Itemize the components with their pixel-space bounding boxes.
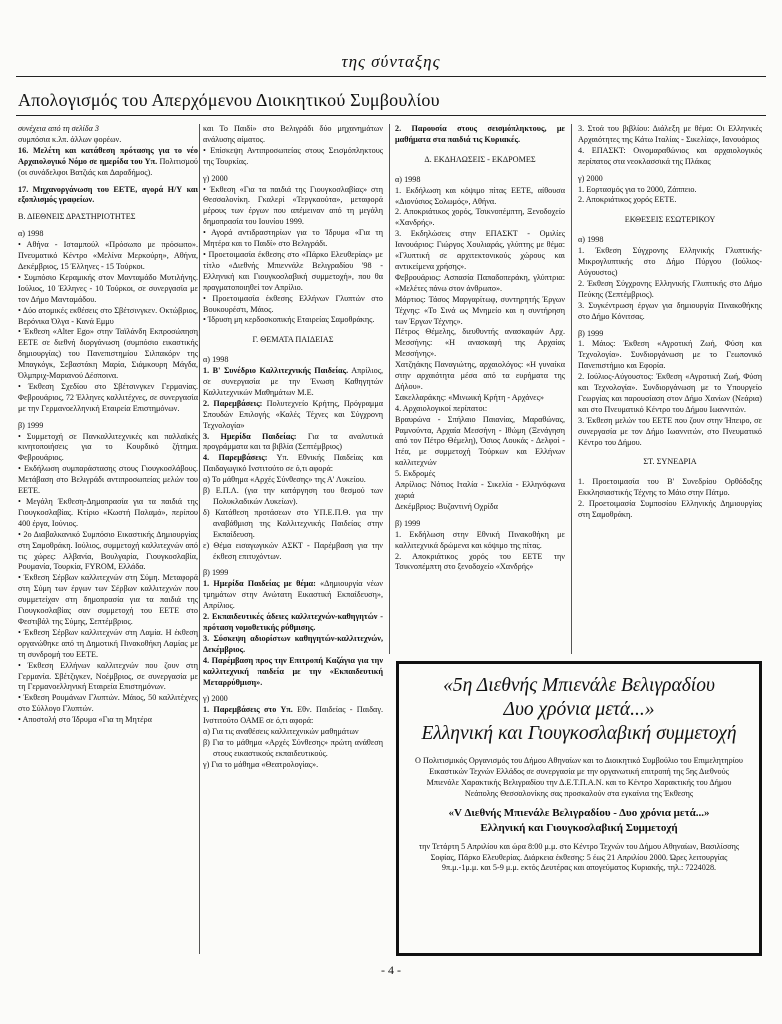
paragraph: 4. Παρεμβάσεις: Υπ. Εθνικής Παιδείας και Παιδαγωγικό Ινστιτούτο σε ό,τι αφορά: bbox=[203, 453, 384, 474]
bold-lead: 4. Παρέμβαση προς την Επιτροπή Καζάγια για την καλλιτεχνική παιδεία με την «Εκπαιδευτική Μεταρρύθμιση». bbox=[203, 655, 383, 687]
paragraph: 3. Έκθεση μελών του ΕΕΤΕ που ζουν στην Ήπειρο, σε συνεργασία με τον Δήμο Ιωαννιτών, στο Πνευματικό Κέντρο του Δήμου. bbox=[578, 415, 762, 447]
paragraph: β) 1999 bbox=[395, 518, 421, 528]
paragraph: • Έκθεση «Για τα παιδιά της Γιουγκοσλαβίας» στη Θεσσαλονίκη. Γκαλερί «Τεργκαούτα», μεταφορά μέρους των έργων που απέμειναν από τη μεγάλη δημοπρασία του Ιουνίου 1999. bbox=[203, 184, 383, 227]
paragraph: β) 1999 bbox=[203, 568, 229, 578]
bold-lead: 2. Παρουσία στους σεισμόπληκτους, με μαθήματα στα παιδιά τις Κυριακές. bbox=[395, 124, 565, 144]
paragraph: • Έκθεση Ελλήνων καλλιτεχνών που ζουν στη Γερμανία. Σβέτζιγκεν, Νοέμβριος, σε συνεργασία με τη Γερμανοελληνική Εταιρεία Επιστημόνων. bbox=[18, 660, 198, 692]
paragraph: α) 1998 bbox=[578, 235, 604, 245]
bold-lead: 1. Ημερίδα Παιδείας με θέμα: bbox=[203, 579, 316, 589]
paragraph: 5. Εκδρομές bbox=[395, 469, 436, 479]
column-3 bbox=[395, 124, 565, 573]
paragraph: 4. ΕΠΑΣΚΤ: Οινομαραθώνιος και αρχαιολογικός περίπατος στα νεοκλασσικά της Πλάκας bbox=[578, 145, 762, 166]
paragraph: Β. ΔΙΕΘΝΕΙΣ ΔΡΑΣΤΗΡΙΟΤΗΤΕΣ bbox=[18, 212, 136, 222]
paragraph: 1. Εορτασμός για το 2000, Ζάππειο. bbox=[578, 184, 697, 194]
paragraph: 2. Παρεμβάσεις: Πολυτεχνείο Κρήτης, Πρόγραμμα Σπουδών Επιλογής «Καλές Τέχνες και Σύγχρονη Τεχνολογία» bbox=[203, 398, 383, 430]
bold-lead: 3. Σύσκεψη αδιορίστων καθηγητών-καλλιτεχνών, Δεκέμβριος. bbox=[203, 633, 383, 654]
header-title: της σύνταξης bbox=[341, 52, 441, 71]
paragraph: α) 1998 bbox=[395, 174, 421, 184]
paragraph: και Το Παιδί» στο Βελιγράδι δύο μηχανημάτων ανάλυσης αίματος. bbox=[203, 124, 383, 144]
column-divider bbox=[389, 124, 390, 654]
paragraph: 1. Εκδήλωση και κόψιμο πίτας ΕΕΤΕ, αίθουσα «Διονύσιος Σολωμός», Αθήνα. bbox=[395, 185, 565, 206]
paragraph bbox=[18, 185, 198, 207]
paragraph: Απρίλιος: Νότιος Ιταλία - Σικελία - Ελληνόφωνα χωριά bbox=[395, 480, 565, 500]
paragraph: γ) 2000 bbox=[203, 173, 228, 183]
paragraph: συμπόσια κ.λπ. άλλων φορέων. bbox=[18, 134, 122, 144]
spacer bbox=[203, 326, 383, 332]
paragraph: 3. Ημερίδα Παιδείας: Για τα αναλυτικά προγράμματα και τα βιβλία (Σεπτέμβριος) bbox=[203, 431, 384, 452]
paragraph: α) 1998 bbox=[18, 229, 44, 239]
section-heading: Γ. ΘΕΜΑΤΑ ΠΑΙΔΕΙΑΣ bbox=[252, 335, 334, 345]
paragraph: β) Για το μάθημα «Αρχές Σύνθεσης» πρώτη ανάθεση στους εικαστικούς εκπαιδευτικούς. bbox=[203, 738, 383, 758]
announcement-exhibition-subtitle: Ελληνική και Γιουγκοσλαβική Συμμετοχή bbox=[480, 821, 678, 834]
paragraph: • Προετοιμασία έκθεσης Ελλήνων Γλυπτών στο Βουκουρέστι, Μάιος. bbox=[203, 293, 383, 314]
paragraph: 2. Προετοιμασία Συμποσίου Ελληνικής Δημιουργίας στη Σαμοθράκη. bbox=[578, 499, 762, 520]
paragraph: • Αγορά αντιδραστηρίων για το Ίδρυμα «Για τη Μητέρα και το Παιδί» στο Βελιγράδι. bbox=[203, 228, 383, 249]
announcement-title-line2: Δυο χρόνια μετά...» bbox=[503, 699, 655, 720]
paragraph: γ) 2000 bbox=[203, 694, 228, 704]
paragraph: 4. Αρχαιολογικοί περίπατοι: bbox=[395, 403, 488, 413]
bold-lead: 17. Μηχανοργάνωση του ΕΕΤΕ, αγορά Η/Υ και εξοπλισμός γραφείων. bbox=[18, 184, 198, 205]
bold-lead: 2. Εκπαιδευτικές άδειες καλλιτεχνών-καθηγητών - πρόταση νομοθετικής ρύθμισης. bbox=[203, 612, 383, 632]
article-title: Απολογισμός του Απερχόμενου Διοικητικού Συμβουλίου bbox=[18, 90, 440, 110]
paragraph: • 2ο Διαβαλκανικό Συμπόσιο Εικαστικής Δημιουργίας στη Σαμοθράκη. Ιούλιος, συμμετοχή καλλιτεχνών από τις χώρες: Αλβανία, Βουλγαρία, Γιουγκοσλαβία, Ρουμανία, Τουρκία, FYROM, Ελλάδα. bbox=[18, 529, 198, 572]
paragraph: • Επίσκεψη Αντιπροσωπείας στους Σεισμόπληκτους της Τουρκίας. bbox=[203, 145, 383, 166]
paragraph: • Αθήνα - Ισταμπούλ «Πρόσωπο με πρόσωπο». Πνευματικό Κέντρο «Μελίνα Μερκούρη», Αθήνα, Δεκέμβριος, 15 Έλληνες - 15 Τούρκοι. bbox=[18, 240, 198, 271]
paragraph: • Έκθεση «Alter Ego» στην Ταϊλάνδη Εκπροσώπηση ΕΕΤΕ σε διεθνή διοργάνωση (συμπόσιο εικαστικής δημιουργίας) του Πανεπιστημίου Σιλπακόρν της Μπαγκόγκ, Σεβαστάκη Μαρία, Σιάμκουρη Μάγδα, Όλμπριχ-Μαριανού Δέσποινα. bbox=[18, 327, 198, 381]
paragraph: Δεκέμβριος: Βυζαντινή Οχρίδα bbox=[395, 501, 498, 511]
paragraph: 3. Στοά του βιβλίου: Διάλεξη με θέμα: Οι Ελληνικές Αρχαιότητες της Κάτω Ιταλίας - Σικελίας», Ιανουάριος bbox=[578, 124, 762, 144]
title-rule bbox=[16, 115, 766, 116]
announcement-title-line3: Ελληνική και Γιουγκοσλαβική συμμετοχή bbox=[421, 723, 737, 744]
paragraph: 2. Αποκριάτικος χορός, Τσικνοπέμπτη, Ξενοδοχείο «Χανδρής». bbox=[395, 207, 565, 228]
paragraph: συνέχεια από τη σελίδα 3 bbox=[18, 124, 100, 133]
paragraph: 1. Ημερίδα Παιδείας με θέμα: «Δημιουργία νέων τμημάτων στην Ανώτατη Εικαστική Εκπαίδευση», Απρίλιος. bbox=[203, 579, 383, 611]
paragraph: β) 1999 bbox=[578, 328, 604, 338]
paragraph: 1. Μάιος: Έκθεση «Αγροτική Ζωή, Φύση και Τεχνολογία». Συνδιοργάνωση με το Γεωπονικό Πανεπιστήμιο και Εφορία. bbox=[578, 339, 762, 371]
paragraph: • Ίδρυση μη κερδοσκοπικής Εταιρείας Σαμοθράκης. bbox=[203, 315, 375, 325]
column-4 bbox=[578, 124, 762, 521]
paragraph: 1. Προετοιμασία του Β' Συνεδρίου Ορθόδοξης Εκκλησιαστικής Τέχνης το Μάιο στην Πάτμο. bbox=[578, 477, 762, 498]
announcement-exhibition-name: «V Διεθνής Μπιενάλε Βελιγραδίου - Δυο χρόνια μετά...» bbox=[448, 806, 710, 819]
column-divider bbox=[199, 124, 200, 954]
paragraph: Φεβρουάριος: Ασπασία Παπαδοπεράκη, γλύπτρια: «Μελέτες πάνω στον άνθρωπο». bbox=[395, 272, 565, 293]
column-2 bbox=[203, 124, 383, 771]
paragraph: γ) Για το μάθημα «Θεατρολογίας». bbox=[203, 759, 319, 769]
paragraph: β) Ε.Π.Λ. (για την κατάργηση του θεσμού των Πολυκλαδικών Λυκείων). bbox=[203, 486, 383, 506]
page-number: - 4 - bbox=[381, 963, 401, 977]
paragraph: • Έκθεση Σχεδίου στο Σβέτσινγκεν Γερμανίας. Φεβρουάριος, 72 Έλληνες καλλιτέχνες, σε συνεργασία με την Γερμανοελληνική Εταιρεία Επιστημόνων. bbox=[18, 381, 198, 413]
paragraph: • Δύο ατομικές εκθέσεις στο Σβέτσινγκεν. Οκτώβριος, Βερόνικα Όλγα - Κανά Εμμυ bbox=[18, 305, 198, 326]
header-rule bbox=[16, 76, 766, 77]
section-heading: ΕΚΘΕΣΕΙΣ ΕΣΩΤΕΡΙΚΟΥ bbox=[624, 215, 716, 225]
paragraph: α) 1998 bbox=[203, 355, 229, 365]
paragraph: • Αποστολή στο Ίδρυμα «Για τη Μητέρα bbox=[18, 715, 152, 725]
column-1 bbox=[18, 124, 198, 726]
paragraph: δ) Κατάθεση προτάσεων στο ΥΠ.Ε.Π.Θ. για την αναβάθμιση της Καλλιτεχνικής Παιδείας στην Εκπαίδευση. bbox=[203, 507, 383, 539]
bold-lead: 16. Μελέτη και κατάθεση πρότασης για το νέο Αρχαιολογικό Νόμο σε ημερίδα του Υπ. bbox=[18, 145, 198, 166]
paragraph bbox=[203, 656, 383, 689]
paragraph: • Εκδήλωση συμπαράστασης στους Γιουγκοσλάβους. Μετάβαση στο Βελιγράδι αντιπροσωπείας μελών του ΕΕΤΕ. bbox=[18, 464, 198, 496]
paragraph: γ) 2000 bbox=[578, 173, 603, 183]
paragraph: • Μεγάλη Έκθεση-Δημοπρασία για τα παιδιά της Γιουγκοσλαβίας. Κτίριο «Κωστή Παλαμά», περίπου 400 έργα, Ιούνιος. bbox=[18, 497, 198, 528]
spacer bbox=[578, 448, 762, 454]
paragraph: Πέτρος Θέμελης, διευθυντής ανασκαφών Αρχ. Μεσσήνης: «Η ανασκαφή της Αρχαίας Μεσσήνης». bbox=[395, 327, 565, 359]
bold-lead: 1. Β' Συνέδριο Καλλιτεχνικής Παιδείας. bbox=[203, 366, 349, 376]
paragraph: Βραυρώνα - Σπήλαιο Παιανίας, Μαραθώνας, Ραμνούντα, Αρχαία Μεσσήνη - Ιθώμη (Ξενάγηση από τον Πέτρο Θέμελη), Όσιος Λουκάς - Δελφοί - Ιτέα, με συμμετοχή Τούρκων και Ελλήνων καλλιτεχνών bbox=[395, 414, 565, 468]
paragraph: Σακελλαράκης: «Μινωική Κρήτη - Αρχάνες» bbox=[395, 392, 544, 402]
paragraph: • Συμπόσιο Κεραμικής στον Μανταμάδο Μυτιλήνης. Ιούλιος, 10 Έλληνες - 10 Τούρκοι, σε συνεργασία με τον Δήμο Μανταμάδου. bbox=[18, 272, 198, 304]
announcement-body: Ο Πολιτισμικός Οργανισμός του Δήμου Αθηναίων και το Διοικητικό Συμβούλιο του Επιμελητηρίου Εικαστικών Τεχνών Ελλάδος σε συνεργασία με την οργανωτική επιτροπή της 5ης Διεθνούς Μπιενάλε Χαρακτικής Βελιγραδίου την Δ.Ε.Τ.Π.Α.Ν. και το Κέντρο Χαρακτικής του Δήμου Νεάπολης Θεσσαλονίκης σας προσκαλούν στα εγκαίνια της Έκθεσης bbox=[415, 756, 743, 798]
paragraph: • Έκθεση Σέρβων καλλιτεχνών στη Σύμη. Μεταφορά στη Σύμη των έργων των Σέρβων καλλιτεχνών που συμμετείχαν στη δημοπρασία για τα παιδιά της Γιουγκοσλαβίας σαν συμμετοχή του ΕΕΤΕ στο Φεστιβάλ της Σύμης, Σεπτέμβριος. bbox=[18, 573, 198, 626]
paragraph: 1. Β' Συνέδριο Καλλιτεχνικής Παιδείας. Απρίλιος, σε συνεργασία με την Ένωση Καθηγητών Καλλιτεχνικών Μαθημάτων Μ.Ε. bbox=[203, 366, 383, 397]
paragraph: 2. Αποκριάτικος χορός του ΕΕΤΕ την Τσικνοπέμπτη στο ξενοδοχείο «Χανδρής» bbox=[395, 551, 565, 572]
paragraph: 1. Παρεμβάσεις στο Υπ. Εθν. Παιδείας - Παιδαγ. Ινστιτούτο ΟΑΜΕ σε ό,τι αφορά: bbox=[203, 705, 384, 726]
paragraph: • Προετοιμασία έκθεσης στο «Πάρκο Ελευθερίας» με τίτλο «Διεθνής Μπιεννάλε Βελιγραδίου '98 - Ελληνική και Γιουγκοσλαβική συμμετοχή», που θα πραγματοποιηθεί τον Απρίλιο. bbox=[203, 249, 383, 292]
section-heading: Δ. ΕΚΔΗΛΩΣΕΙΣ - ΕΚΔΡΟΜΕΣ bbox=[424, 154, 536, 164]
paragraph: 2. Ιούλιος-Αύγουστος: Έκθεση «Αγροτική Ζωή, Φύση και Τεχνολογία». Συνδιοργάνωση με το Υπουργείο Γεωργίας και παρουσίαση στον Δήμο Χανίων (Νεάρια) και στο Πνευματικό Κέντρο του Δήμου Ιωαννιτών. bbox=[578, 372, 762, 414]
paragraph: Μάρτιος: Τάσος Μαργαρίτωφ, συντηρητής Έργων Τέχνης: «Το Σινά ως Μνημείο και η συντήρηση των Έργων Τέχνης». bbox=[395, 294, 565, 326]
paragraph: α) Για τις αναθέσεις καλλιτεχνικών μαθημάτων bbox=[203, 727, 359, 737]
announcement-title-line1: «5η Διεθνής Μπιενάλε Βελιγραδίου bbox=[443, 675, 715, 696]
paragraph bbox=[203, 612, 383, 634]
exhibition-announcement-box bbox=[396, 661, 762, 956]
paragraph: 1. Εκδήλωση στην Εθνική Πινακοθήκη με καλλιτεχνικά δρώμενα και κόψιμο της πίτας. bbox=[395, 529, 565, 550]
paragraph: 2. Αποκριάτικος χορός ΕΕΤΕ. bbox=[578, 195, 677, 205]
spacer bbox=[578, 206, 762, 212]
paragraph: 1. Έκθεση Σύγχρονης Ελληνικής Γλυπτικής-Μικρογλυπτικής στο Δήμο Πύργου (Ιούλιος-Αύγουστος) bbox=[578, 246, 762, 277]
paragraph: 2. Έκθεση Σύγχρονης Ελληνικής Γλυπτικής στο Δήμο Πεύκης (Σεπτέμβριος). bbox=[578, 278, 762, 299]
announcement-details: την Τετάρτη 5 Απριλίου και ώρα 8:00 μ.μ. στο Κέντρο Τεχνών του Δήμου Αθηναίων, Βασιλίσσης Σοφίας, Πάρκο Ελευθερίας. Διάρκεια έκθεσης: 5 έως 21 Απριλίου 2000. Ώρες λειτουργίας 9π.μ.-1μ.μ. και 5-9 μ.μ. εκτός Δευτέρας και απογεύματος Κυριακής, τηλ.: 7224028. bbox=[418, 841, 740, 873]
bold-lead: 2. Παρεμβάσεις: bbox=[203, 398, 263, 408]
paragraph bbox=[395, 124, 565, 146]
paragraph: • Συμμετοχή σε Πανκαλλιτεχνικές και παλλαϊκές κινητοποιήσεις για το Κουρδικό ζήτημα. Φεβρουάριος. bbox=[18, 431, 198, 463]
paragraph bbox=[203, 634, 383, 656]
paragraph: • Έκθεση Ρουμάνων Γλυπτών. Μάιος, 50 καλλιτέχνες στο Σύλλογο Γλυπτών. bbox=[18, 693, 198, 714]
paragraph: 3. Εκδηλώσεις στην ΕΠΑΣΚΤ - Ομιλίες Ιανουάριος: Γιώργος Χουλιαράς, γλύπτης με θέμα: «Γλυπτική σε αρχιτεκτονικούς χώρους και αντικείμενα χρήσης». bbox=[395, 229, 565, 271]
bold-lead: 3. Ημερίδα Παιδείας: bbox=[203, 431, 297, 441]
paragraph: β) 1999 bbox=[18, 420, 44, 430]
paragraph: α) Το μάθημα «Αρχές Σύνθεσης» της Α' Λυκείου. bbox=[203, 475, 366, 485]
spacer bbox=[395, 146, 565, 152]
paragraph: • Έκθεση Σέρβων καλλιτεχνών στη Λαμία. Η έκθεση οργανώθηκε από τη Δημοτική Πινακοθήκη Λαμίας με τη συνδρομή του ΕΕΤΕ. bbox=[18, 627, 198, 659]
bold-lead: 1. Παρεμβάσεις στο Υπ. bbox=[203, 705, 293, 715]
section-heading: ΣΤ. ΣΥΝΕΔΡΙΑ bbox=[643, 457, 697, 467]
column-divider bbox=[571, 124, 572, 654]
paragraph: Χατζηάκης Παναγιώτης, αρχαιολόγος: «Η γυναίκα στην αρχαιότητα μέσα από τα ευρήματα της Δήλου». bbox=[395, 360, 565, 391]
bold-lead: 4. Παρεμβάσεις: bbox=[203, 453, 268, 463]
paragraph: 3. Συγκέντρωση έργων για δημιουργία Πινακοθήκης στο Δήμο Κόνιτσας. bbox=[578, 300, 762, 321]
paragraph: 16. Μελέτη και κατάθεση πρότασης για το νέο Αρχαιολογικό Νόμο σε ημερίδα του Υπ. Πολιτισμού (οι συνάδελφοι Βατζιάς και Δαραδήμος). bbox=[18, 145, 198, 177]
paragraph: ε) Θέμα εισαγωγικών ΑΣΚΤ - Παρέμβαση για την έκθεση επιτυχόντων. bbox=[203, 540, 383, 561]
